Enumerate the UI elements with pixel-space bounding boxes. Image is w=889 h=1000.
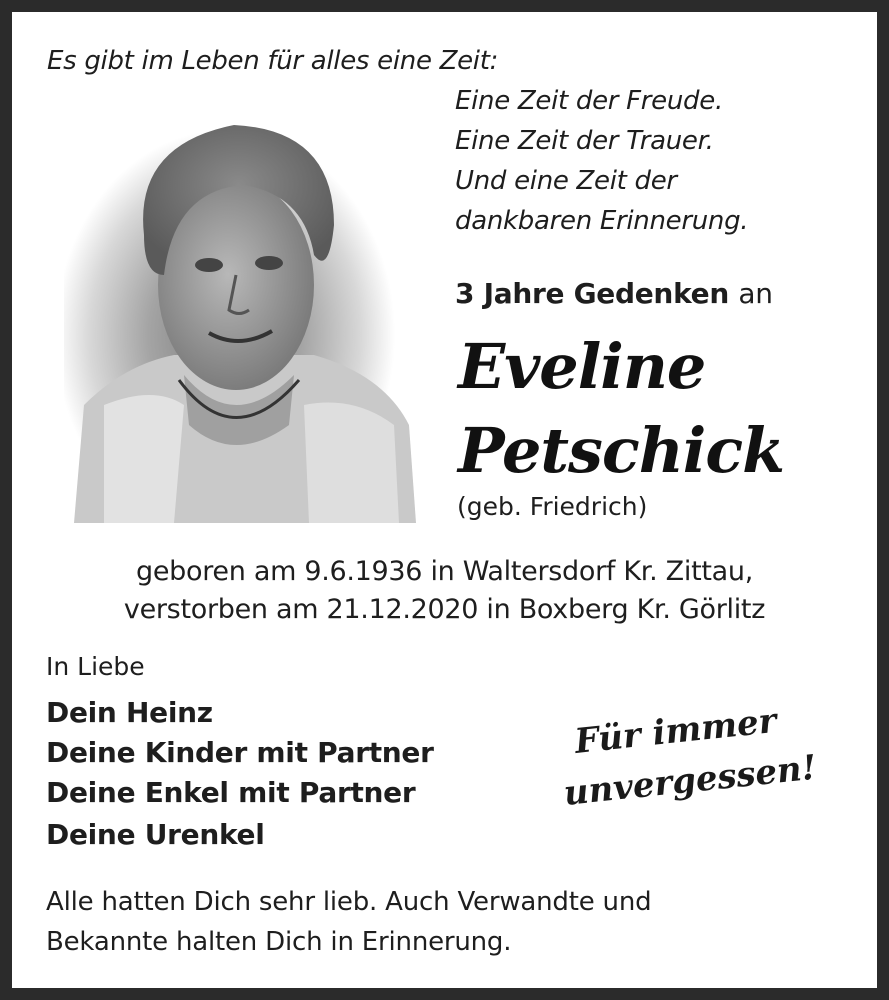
verse-line-1: Es gibt im Leben für alles eine Zeit: — [47, 46, 499, 76]
footer-line-1: Alle hatten Dich sehr lieb. Auch Verwandte und — [46, 887, 652, 917]
verse-line-3: Eine Zeit der Trauer. — [455, 126, 714, 156]
mourner-kinder: Deine Kinder mit Partner — [46, 736, 434, 769]
in-liebe: In Liebe — [46, 652, 145, 681]
birth-info: geboren am 9.6.1936 in Waltersdorf Kr. Zittau, — [136, 556, 753, 587]
first-name: Eveline — [458, 330, 706, 403]
slogan-line-1: Für immer — [572, 700, 779, 762]
verse-line-5: dankbaren Erinnerung. — [455, 206, 749, 236]
footer-line-2: Bekannte halten Dich in Erinnerung. — [46, 927, 512, 957]
death-info: verstorben am 21.12.2020 in Boxberg Kr. Görlitz — [123, 594, 766, 625]
birth-name: (geb. Friedrich) — [457, 492, 648, 521]
last-name: Petschick — [458, 414, 785, 487]
slogan-line-2: unvergessen! — [561, 747, 819, 814]
mourner-heinz: Dein Heinz — [46, 696, 213, 729]
verse-line-2: Eine Zeit der Freude. — [455, 86, 723, 116]
mourner-urenkel: Deine Urenkel — [46, 818, 265, 851]
mourner-enkel: Deine Enkel mit Partner — [46, 776, 416, 809]
memorial-heading-bold: 3 Jahre Gedenken — [455, 277, 729, 310]
obituary-card — [12, 12, 877, 988]
memorial-heading-an: an — [738, 277, 773, 310]
portrait-photo — [64, 105, 422, 523]
portrait-illustration — [64, 105, 422, 523]
verse-line-4: Und eine Zeit der — [455, 166, 677, 196]
memorial-heading — [455, 277, 773, 310]
